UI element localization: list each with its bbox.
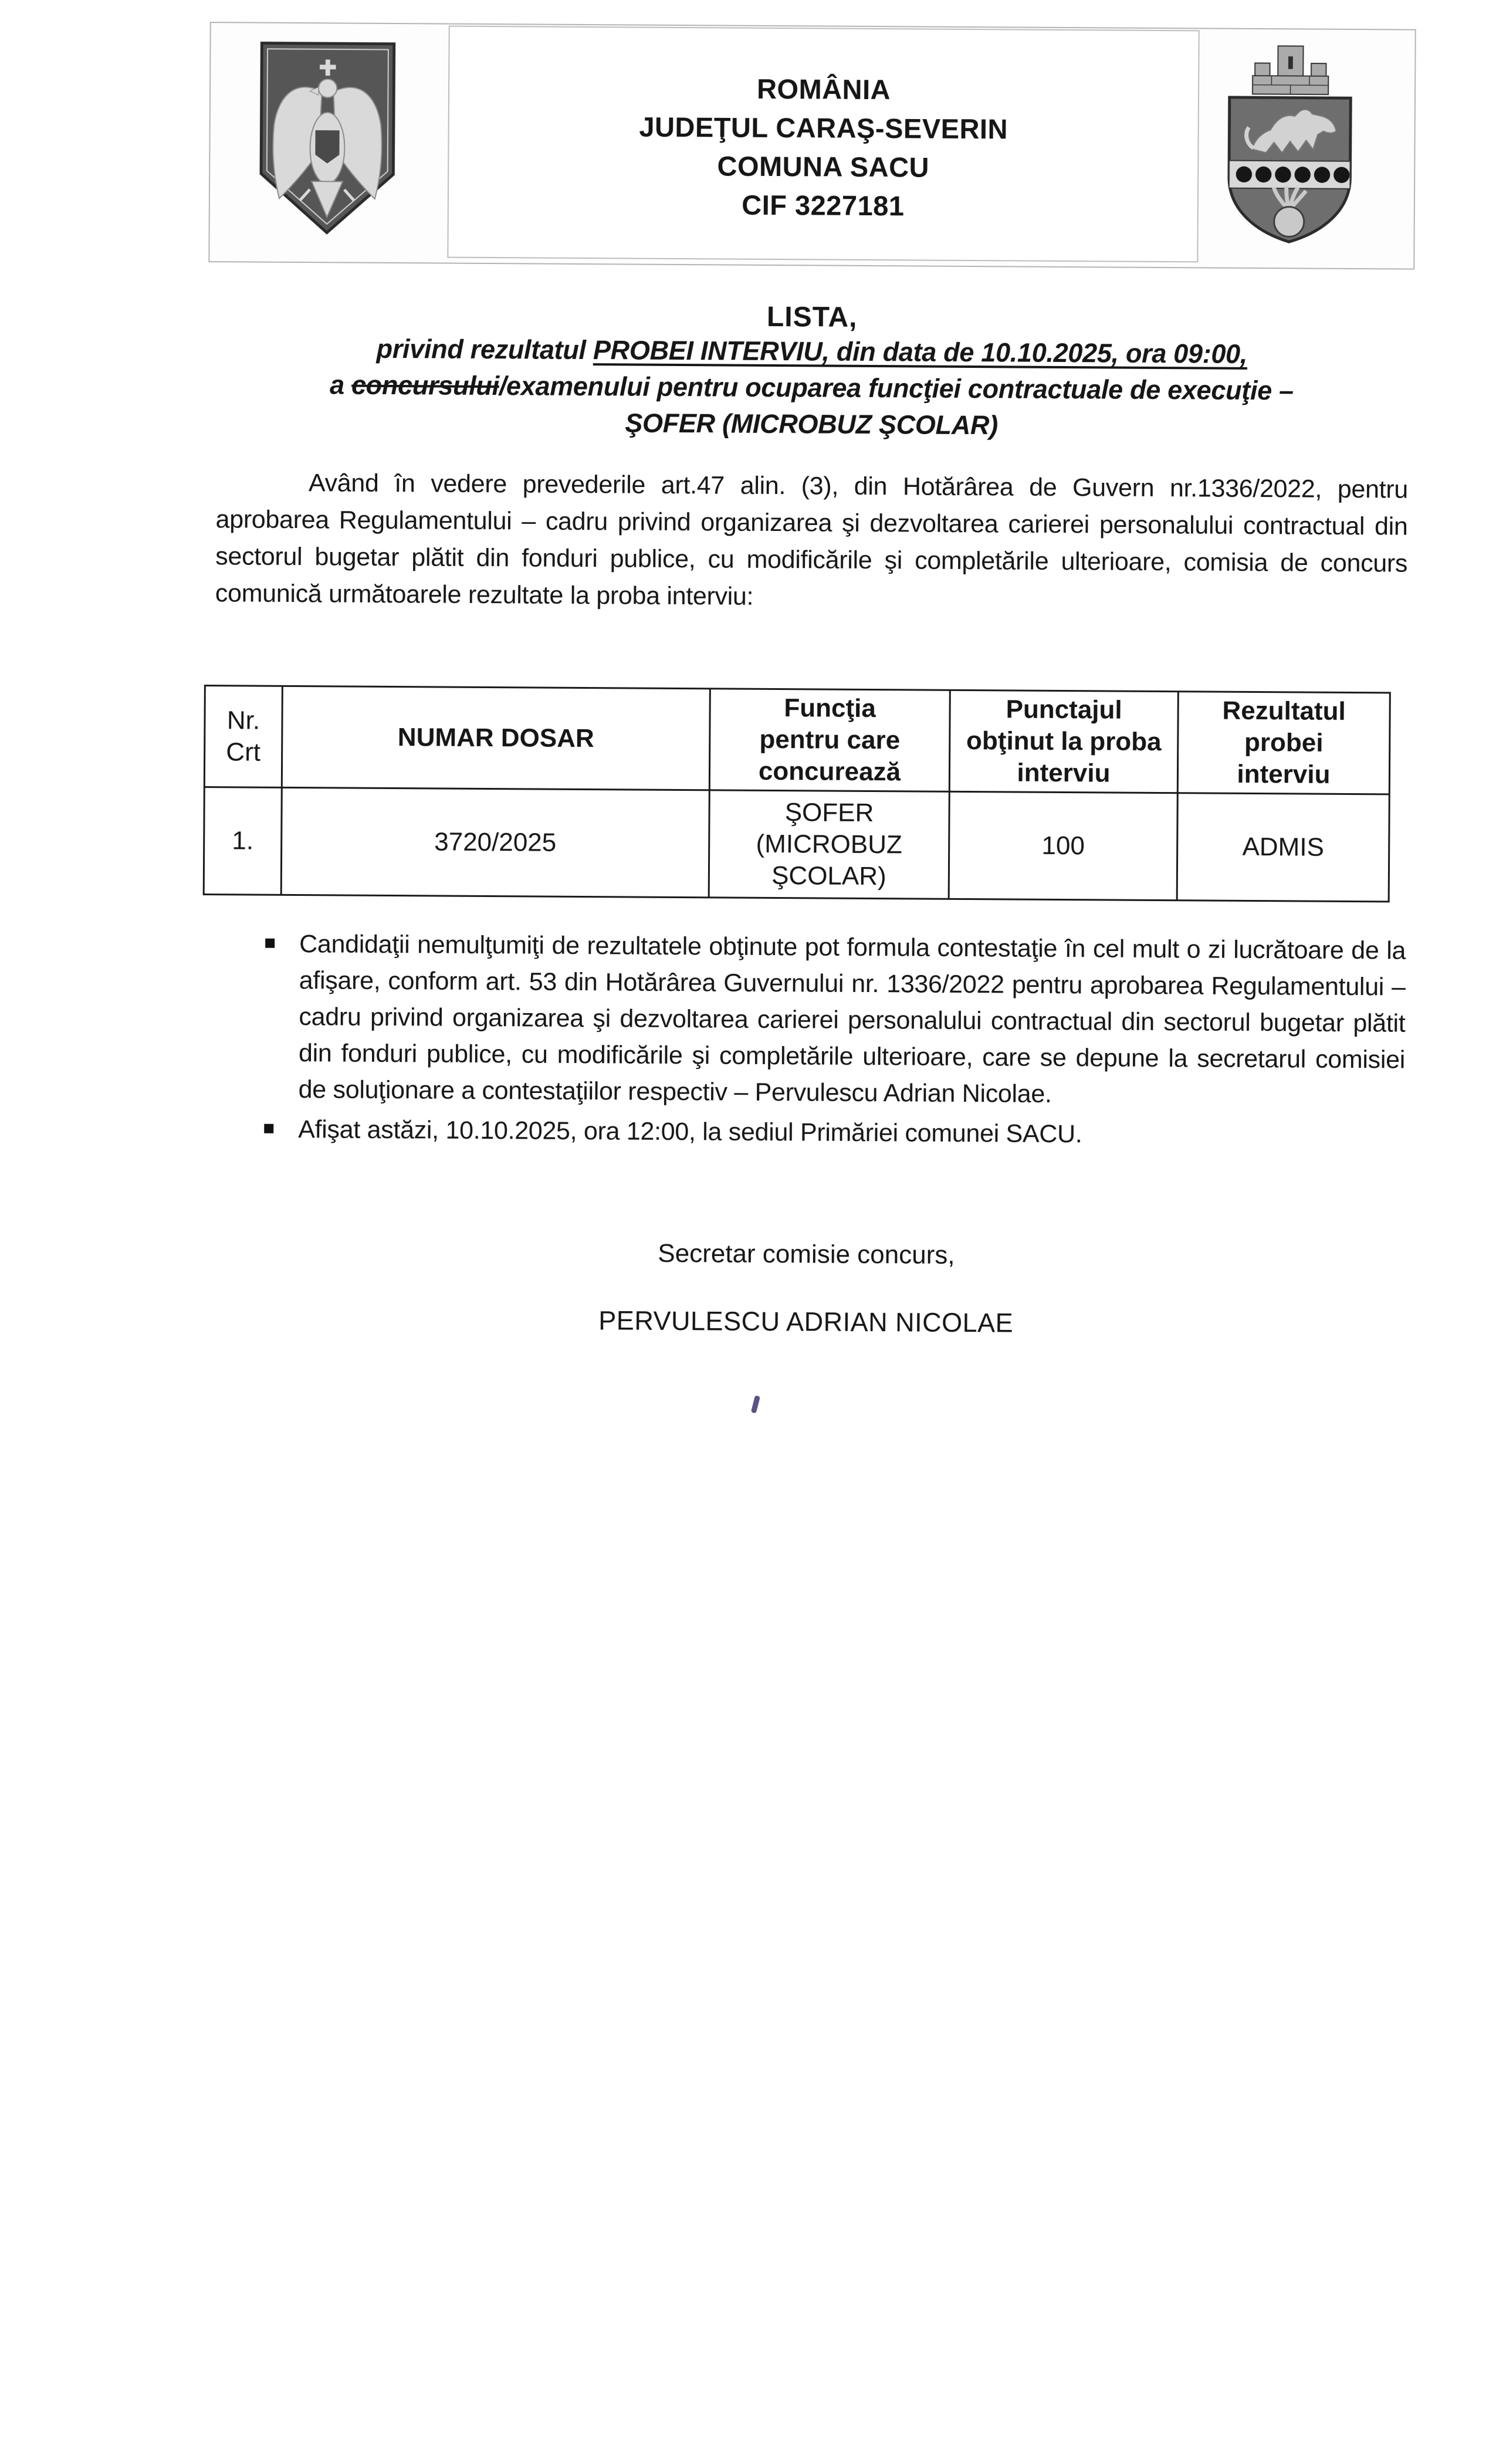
col-header-numar-dosar: NUMAR DOSAR	[282, 686, 710, 790]
title-lista: LISTA,	[766, 301, 858, 333]
org-county: JUDEŢUL CARAŞ-SEVERIN	[639, 111, 1008, 145]
note-contestation-text: Candidaţii nemulţumiţi de rezultatele obţinute pot formula contestaţie în cel mult o zi lucrătoare de la afişare, conform art. 53 din Hotărârea Guvernului nr. 1336/2022 pentru aprobarea Regulamentului – cadru privind organizarea şi dezvoltarea carierei personalului contractual din sectorul bugetar plătit din fonduri publice, cu modificările şi completările ulterioare, care se depune la secretarul comisiei de soluţionare a contestaţiilor respectiv – Pervulescu Adrian Nicolae.	[298, 930, 1406, 1108]
org-cif: CIF 3227181	[742, 189, 905, 222]
bullet-square-icon	[265, 939, 275, 948]
col-header-functia: Funcţia pentru care concurează	[709, 689, 950, 791]
table-header-row	[204, 686, 1390, 794]
signature-role: Secretar comisie concurs,	[658, 1238, 955, 1270]
cell-numar-dosar: 3720/2025	[281, 787, 709, 897]
bullet-square-icon	[264, 1124, 273, 1133]
signature-name: PERVULESCU ADRIAN NICOLAE	[598, 1305, 1014, 1338]
results-table	[203, 685, 1391, 902]
title-line3-suffix: /examenului pentru ocuparea funcţiei contractuale de execuţie –	[499, 371, 1294, 406]
notes-list	[239, 925, 1406, 1157]
cell-rezultat: ADMIS	[1177, 793, 1389, 902]
title-line3-struck: concursului	[351, 370, 499, 401]
pen-mark	[751, 1395, 760, 1413]
intro-paragraph: Având în vedere prevederile art.47 alin. (3), din Hotărârea de Guvern nr.1336/2022, pentru aprobarea Regulamentului – cadru privind organizarea şi dezvoltarea carierei personalului contractual din sectorul bugetar plătit din fonduri publice, cu modificările şi completările ulterioare, comisia de concurs comunică următoarele rezultate la proba interviu:	[215, 469, 1409, 611]
title-line2-underlined: PROBEI INTERVIU, din data de 10.10.2025, ora 09:00,	[593, 335, 1248, 369]
cell-functia: ŞOFER (MICROBUZ ŞCOLAR)	[709, 790, 949, 899]
note-posted-text: Afişat astăzi, 10.10.2025, ora 12:00, la sediul Primăriei comunei SACU.	[298, 1115, 1082, 1149]
letterhead-text-panel	[447, 26, 1199, 263]
title-line4: ŞOFER (MICROBUZ ŞCOLAR)	[625, 408, 999, 441]
title-line2-prefix: privind rezultatul	[376, 333, 594, 365]
note-contestation	[239, 925, 1406, 1114]
cell-punctaj: 100	[949, 791, 1177, 900]
col-header-nr-crt: Nr. Crt	[204, 686, 282, 788]
title-line3	[215, 366, 1409, 409]
commune-coat-of-arms-icon	[1221, 41, 1358, 248]
org-commune: COMUNA SACU	[717, 150, 930, 183]
romania-coat-of-arms-icon	[255, 38, 400, 239]
signature-block	[209, 1236, 1403, 1341]
letterhead	[208, 22, 1416, 270]
cell-nr: 1.	[204, 787, 282, 895]
table-row	[204, 787, 1389, 902]
document-title	[214, 297, 1409, 446]
note-posted	[239, 1111, 1404, 1154]
title-line3-prefix: a	[329, 370, 352, 400]
col-header-punctaj: Punctajul obţinut la proba interviu	[949, 690, 1178, 793]
org-country: ROMÂNIA	[756, 73, 891, 106]
col-header-rezultat: Rezultatul probei interviu	[1177, 692, 1390, 794]
